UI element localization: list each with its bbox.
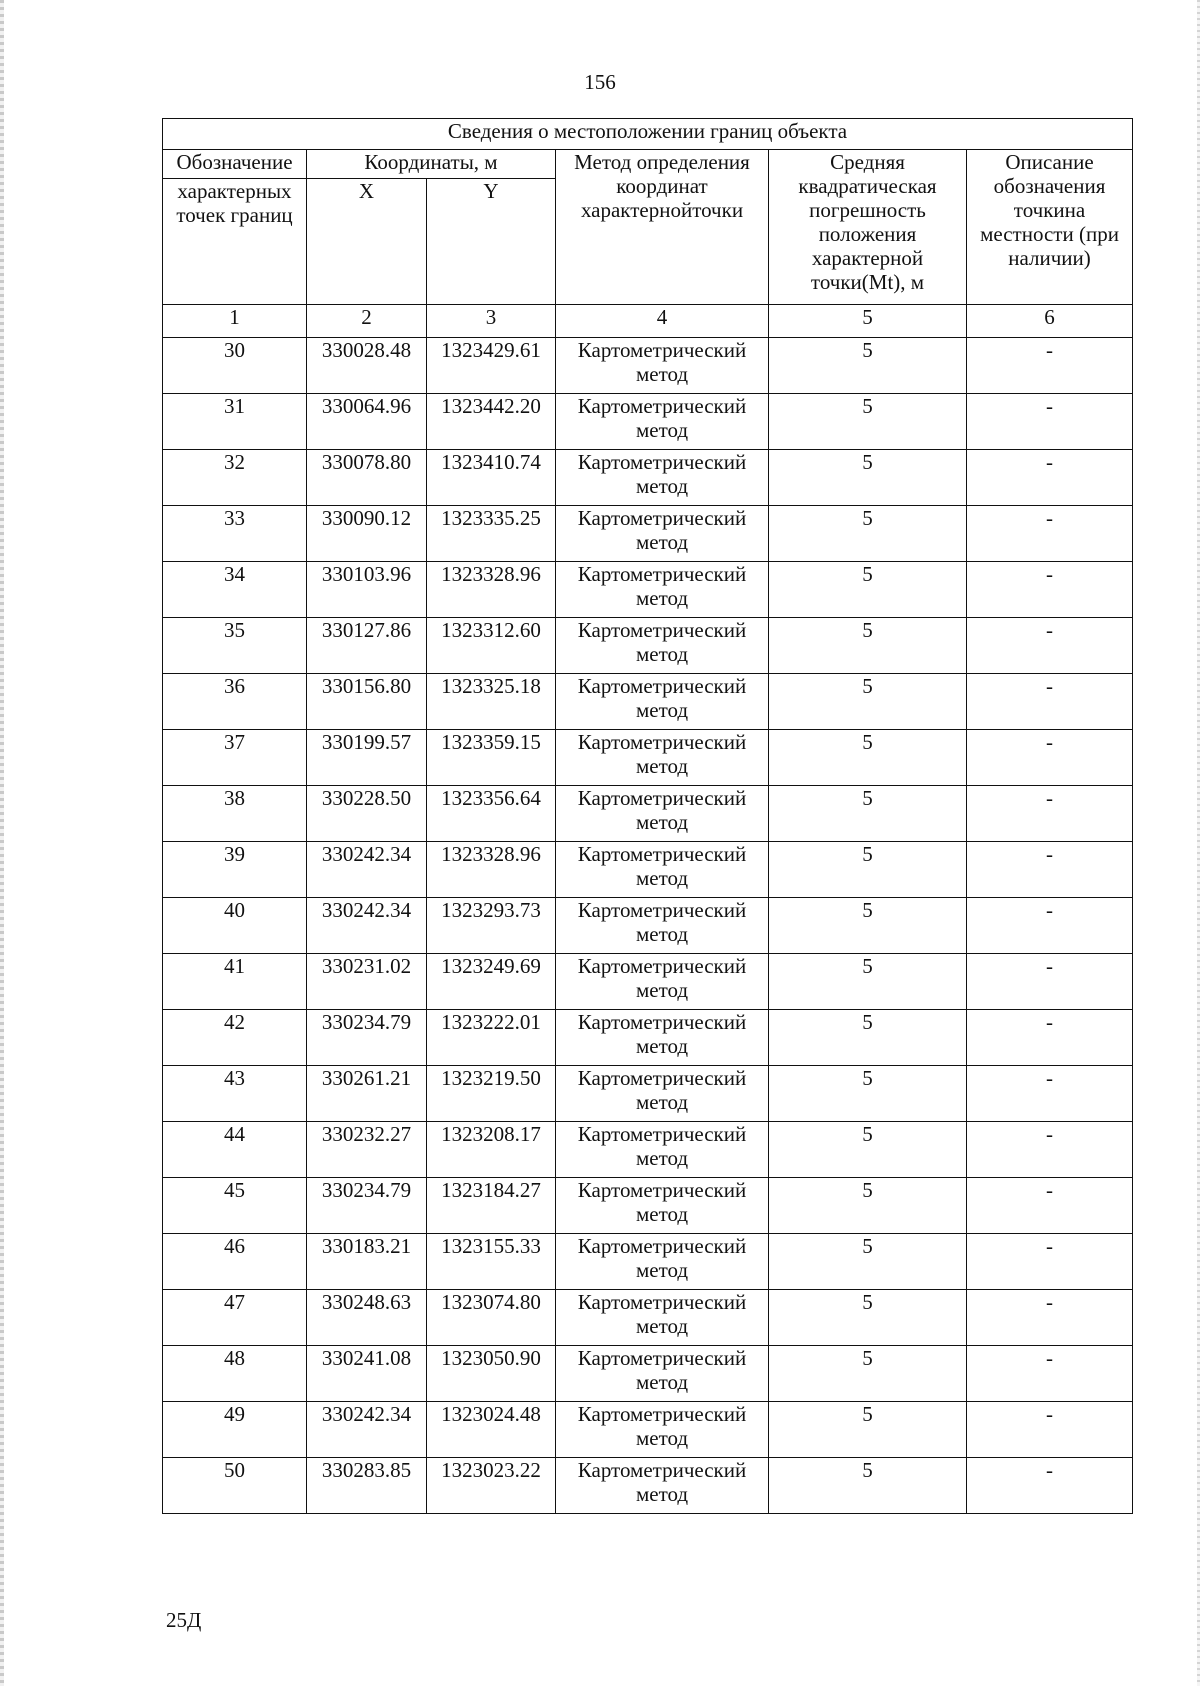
method-cell: Картометрический метод: [556, 562, 769, 618]
mean-error-cell: 5: [769, 898, 967, 954]
mean-error-cell: 5: [769, 338, 967, 394]
table-row: [163, 1234, 1133, 1290]
mean-error-cell: 5: [769, 1346, 967, 1402]
y-coordinate-cell: 1323155.33: [427, 1234, 556, 1290]
column-numbers-row: [163, 305, 1133, 338]
table-row: [163, 730, 1133, 786]
table-row: [163, 562, 1133, 618]
description-cell: -: [967, 1402, 1133, 1458]
table-row: [163, 1290, 1133, 1346]
method-cell: Картометрический метод: [556, 450, 769, 506]
description-cell: -: [967, 1122, 1133, 1178]
x-coordinate-cell: 330232.27: [307, 1122, 427, 1178]
mean-error-cell: 5: [769, 1402, 967, 1458]
mean-error-cell: 5: [769, 1010, 967, 1066]
column-number: 5: [769, 305, 967, 338]
y-coordinate-cell: 1323208.17: [427, 1122, 556, 1178]
table-row: [163, 1122, 1133, 1178]
y-coordinate-cell: 1323222.01: [427, 1010, 556, 1066]
point-cell: 50: [163, 1458, 307, 1514]
table-body: [163, 338, 1133, 1514]
mean-error-cell: 5: [769, 450, 967, 506]
point-cell: 38: [163, 786, 307, 842]
y-coordinate-cell: 1323325.18: [427, 674, 556, 730]
description-cell: -: [967, 394, 1133, 450]
description-cell: -: [967, 562, 1133, 618]
x-coordinate-cell: 330242.34: [307, 898, 427, 954]
point-cell: 41: [163, 954, 307, 1010]
method-cell: Картометрический метод: [556, 1346, 769, 1402]
header-description: Описание обозначения точкина местности (при наличии): [967, 150, 1133, 305]
method-cell: Картометрический метод: [556, 394, 769, 450]
column-number: 6: [967, 305, 1133, 338]
description-cell: -: [967, 898, 1133, 954]
method-cell: Картометрический метод: [556, 1122, 769, 1178]
table-row: [163, 1066, 1133, 1122]
y-coordinate-cell: 1323050.90: [427, 1346, 556, 1402]
method-cell: Картометрический метод: [556, 786, 769, 842]
mean-error-cell: 5: [769, 1290, 967, 1346]
y-coordinate-cell: 1323024.48: [427, 1402, 556, 1458]
header-x: X: [307, 179, 427, 305]
x-coordinate-cell: 330283.85: [307, 1458, 427, 1514]
y-coordinate-cell: 1323219.50: [427, 1066, 556, 1122]
table-row: [163, 338, 1133, 394]
point-cell: 30: [163, 338, 307, 394]
x-coordinate-cell: 330183.21: [307, 1234, 427, 1290]
point-cell: 33: [163, 506, 307, 562]
x-coordinate-cell: 330242.34: [307, 1402, 427, 1458]
header-method: Метод определения координат характернойточки: [556, 150, 769, 305]
method-cell: Картометрический метод: [556, 730, 769, 786]
y-coordinate-cell: 1323356.64: [427, 786, 556, 842]
header-mean-error: Средняя квадратическая погрешность положения характерной точки(Mt), м: [769, 150, 967, 305]
x-coordinate-cell: 330261.21: [307, 1066, 427, 1122]
y-coordinate-cell: 1323074.80: [427, 1290, 556, 1346]
description-cell: -: [967, 786, 1133, 842]
y-coordinate-cell: 1323410.74: [427, 450, 556, 506]
table-row: [163, 450, 1133, 506]
method-cell: Картометрический метод: [556, 1402, 769, 1458]
y-coordinate-cell: 1323249.69: [427, 954, 556, 1010]
point-cell: 34: [163, 562, 307, 618]
y-coordinate-cell: 1323328.96: [427, 842, 556, 898]
mean-error-cell: 5: [769, 394, 967, 450]
table-row: [163, 1458, 1133, 1514]
table-row: [163, 898, 1133, 954]
description-cell: -: [967, 842, 1133, 898]
point-cell: 42: [163, 1010, 307, 1066]
table-title: Сведения о местоположении границ объекта: [163, 119, 1133, 150]
mean-error-cell: 5: [769, 730, 967, 786]
point-cell: 43: [163, 1066, 307, 1122]
table-row: [163, 394, 1133, 450]
x-coordinate-cell: 330199.57: [307, 730, 427, 786]
method-cell: Картометрический метод: [556, 674, 769, 730]
mean-error-cell: 5: [769, 842, 967, 898]
description-cell: -: [967, 450, 1133, 506]
mean-error-cell: 5: [769, 1178, 967, 1234]
header-coordinates: Координаты, м: [307, 150, 556, 179]
mean-error-cell: 5: [769, 1458, 967, 1514]
table-row: [163, 1402, 1133, 1458]
description-cell: -: [967, 674, 1133, 730]
x-coordinate-cell: 330028.48: [307, 338, 427, 394]
x-coordinate-cell: 330231.02: [307, 954, 427, 1010]
y-coordinate-cell: 1323442.20: [427, 394, 556, 450]
point-cell: 47: [163, 1290, 307, 1346]
description-cell: -: [967, 618, 1133, 674]
description-cell: -: [967, 1346, 1133, 1402]
x-coordinate-cell: 330078.80: [307, 450, 427, 506]
x-coordinate-cell: 330242.34: [307, 842, 427, 898]
boundary-coordinates-table: [162, 118, 1133, 1514]
mean-error-cell: 5: [769, 674, 967, 730]
method-cell: Картометрический метод: [556, 842, 769, 898]
mean-error-cell: 5: [769, 786, 967, 842]
description-cell: -: [967, 338, 1133, 394]
column-number: 1: [163, 305, 307, 338]
x-coordinate-cell: 330234.79: [307, 1178, 427, 1234]
y-coordinate-cell: 1323184.27: [427, 1178, 556, 1234]
method-cell: Картометрический метод: [556, 506, 769, 562]
table-row: [163, 506, 1133, 562]
footer-code: 25Д: [166, 1608, 202, 1632]
method-cell: Картометрический метод: [556, 1458, 769, 1514]
point-cell: 48: [163, 1346, 307, 1402]
description-cell: -: [967, 730, 1133, 786]
y-coordinate-cell: 1323312.60: [427, 618, 556, 674]
y-coordinate-cell: 1323359.15: [427, 730, 556, 786]
description-cell: -: [967, 1234, 1133, 1290]
table-row: [163, 1010, 1133, 1066]
method-cell: Картометрический метод: [556, 1290, 769, 1346]
description-cell: -: [967, 1458, 1133, 1514]
description-cell: -: [967, 954, 1133, 1010]
method-cell: Картометрический метод: [556, 1234, 769, 1290]
point-cell: 35: [163, 618, 307, 674]
y-coordinate-cell: 1323293.73: [427, 898, 556, 954]
header-y: Y: [427, 179, 556, 305]
description-cell: -: [967, 1010, 1133, 1066]
table-row: [163, 786, 1133, 842]
method-cell: Картометрический метод: [556, 1066, 769, 1122]
x-coordinate-cell: 330064.96: [307, 394, 427, 450]
point-cell: 39: [163, 842, 307, 898]
method-cell: Картометрический метод: [556, 338, 769, 394]
description-cell: -: [967, 1178, 1133, 1234]
method-cell: Картометрический метод: [556, 1178, 769, 1234]
point-cell: 44: [163, 1122, 307, 1178]
x-coordinate-cell: 330234.79: [307, 1010, 427, 1066]
method-cell: Картометрический метод: [556, 898, 769, 954]
point-cell: 46: [163, 1234, 307, 1290]
column-number: 4: [556, 305, 769, 338]
method-cell: Картометрический метод: [556, 954, 769, 1010]
x-coordinate-cell: 330241.08: [307, 1346, 427, 1402]
description-cell: -: [967, 1066, 1133, 1122]
y-coordinate-cell: 1323328.96: [427, 562, 556, 618]
mean-error-cell: 5: [769, 954, 967, 1010]
table-row: [163, 618, 1133, 674]
point-cell: 45: [163, 1178, 307, 1234]
x-coordinate-cell: 330127.86: [307, 618, 427, 674]
mean-error-cell: 5: [769, 1234, 967, 1290]
table-row: [163, 1178, 1133, 1234]
description-cell: -: [967, 506, 1133, 562]
header-point-designation-bottom: характерных точек границ: [163, 179, 307, 305]
x-coordinate-cell: 330228.50: [307, 786, 427, 842]
point-cell: 37: [163, 730, 307, 786]
point-cell: 36: [163, 674, 307, 730]
scan-edge-left: [0, 0, 4, 1686]
description-cell: -: [967, 1290, 1133, 1346]
table-row: [163, 1346, 1133, 1402]
table-row: [163, 954, 1133, 1010]
x-coordinate-cell: 330248.63: [307, 1290, 427, 1346]
y-coordinate-cell: 1323335.25: [427, 506, 556, 562]
mean-error-cell: 5: [769, 1122, 967, 1178]
method-cell: Картометрический метод: [556, 618, 769, 674]
table-row: [163, 842, 1133, 898]
x-coordinate-cell: 330103.96: [307, 562, 427, 618]
x-coordinate-cell: 330090.12: [307, 506, 427, 562]
point-cell: 40: [163, 898, 307, 954]
mean-error-cell: 5: [769, 618, 967, 674]
point-cell: 49: [163, 1402, 307, 1458]
y-coordinate-cell: 1323023.22: [427, 1458, 556, 1514]
mean-error-cell: 5: [769, 562, 967, 618]
table-row: [163, 674, 1133, 730]
page-number: 156: [584, 70, 616, 94]
method-cell: Картометрический метод: [556, 1010, 769, 1066]
column-number: 2: [307, 305, 427, 338]
x-coordinate-cell: 330156.80: [307, 674, 427, 730]
y-coordinate-cell: 1323429.61: [427, 338, 556, 394]
mean-error-cell: 5: [769, 1066, 967, 1122]
point-cell: 31: [163, 394, 307, 450]
point-cell: 32: [163, 450, 307, 506]
column-number: 3: [427, 305, 556, 338]
mean-error-cell: 5: [769, 506, 967, 562]
header-point-designation-top: Обозначение: [163, 150, 307, 179]
